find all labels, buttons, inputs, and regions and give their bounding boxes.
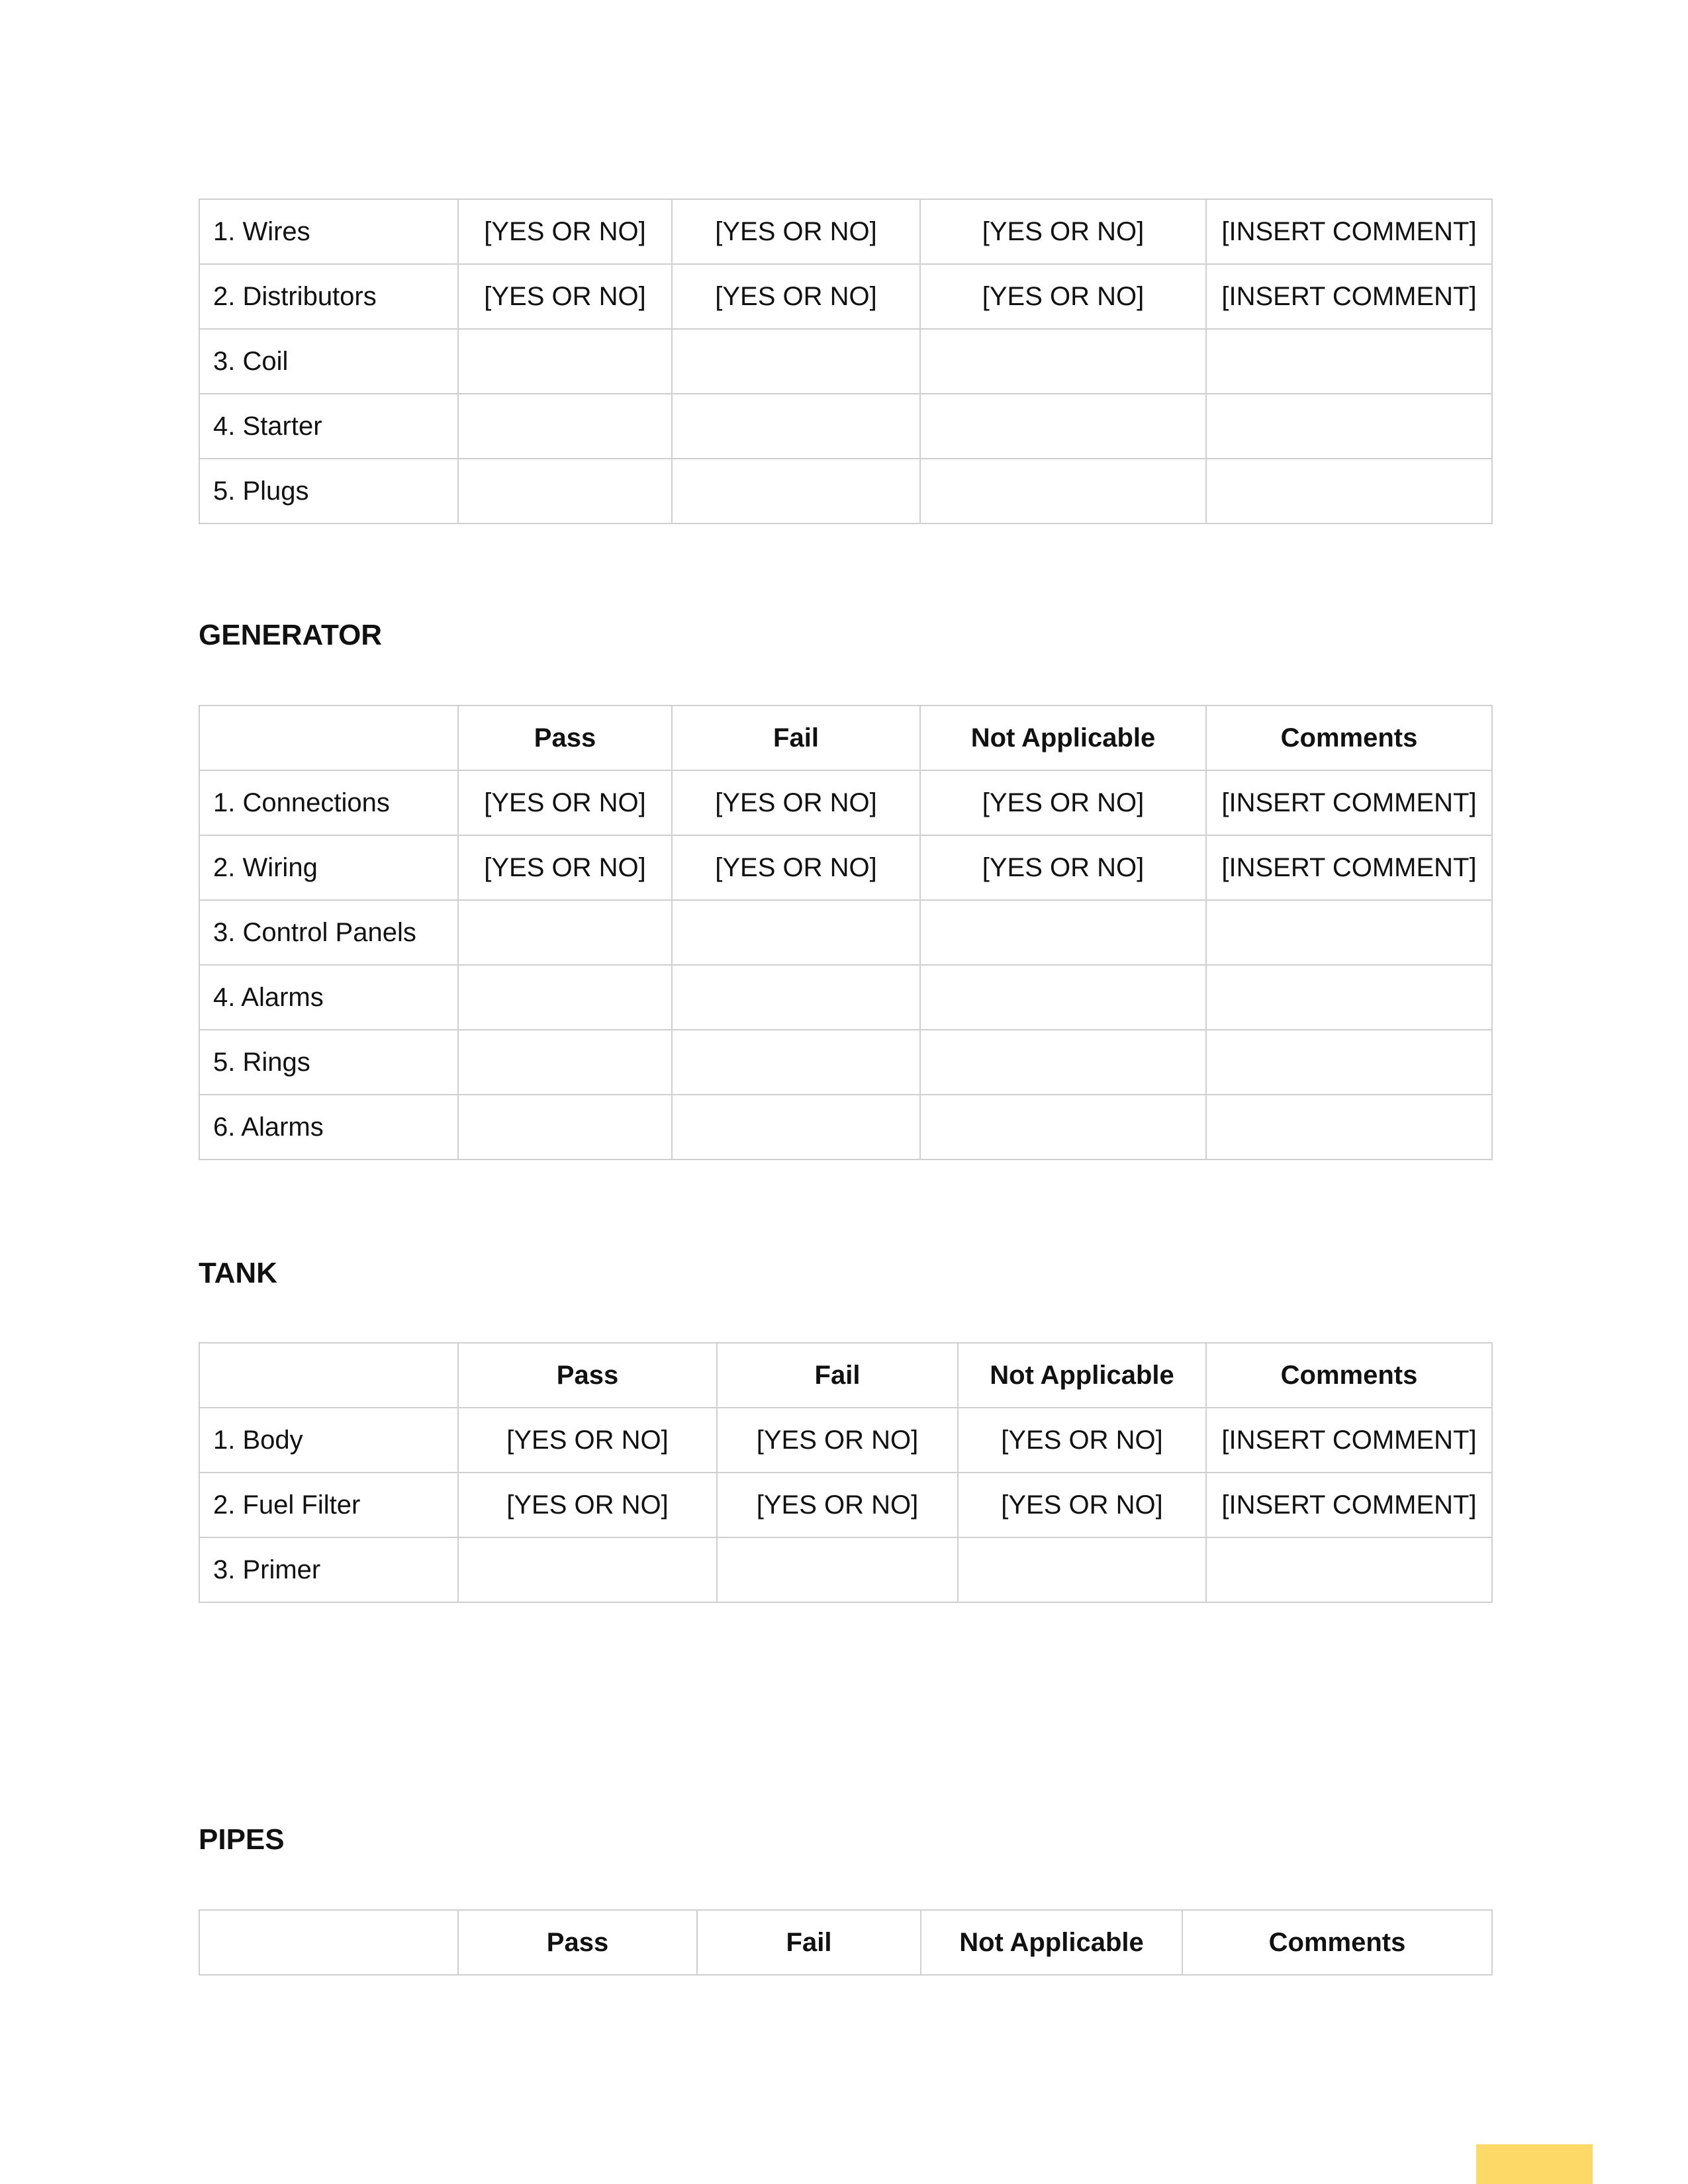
na-cell[interactable] xyxy=(920,329,1206,394)
item-name: 6. Alarms xyxy=(199,1095,458,1160)
header-pass: Pass xyxy=(458,705,672,770)
na-cell[interactable]: [YES OR NO] xyxy=(920,770,1206,835)
comment-cell[interactable]: [INSERT COMMENT] xyxy=(1206,199,1492,264)
table-row xyxy=(199,770,1492,835)
na-cell[interactable] xyxy=(920,394,1206,459)
table-header-row xyxy=(199,1910,1492,1975)
table-header-row xyxy=(199,705,1492,770)
table-row xyxy=(199,1537,1492,1602)
comment-cell[interactable] xyxy=(1206,329,1492,394)
na-cell[interactable]: [YES OR NO] xyxy=(920,835,1206,900)
header-fail: Fail xyxy=(672,705,920,770)
fail-cell[interactable] xyxy=(672,1095,920,1160)
item-name: 3. Control Panels xyxy=(199,900,458,965)
na-cell[interactable]: [YES OR NO] xyxy=(920,264,1206,329)
item-name: 1. Connections xyxy=(199,770,458,835)
item-name: 3. Coil xyxy=(199,329,458,394)
comment-cell[interactable]: [INSERT COMMENT] xyxy=(1206,835,1492,900)
fail-cell[interactable] xyxy=(672,900,920,965)
table-row xyxy=(199,264,1492,329)
header-fail: Fail xyxy=(717,1343,958,1408)
table-row xyxy=(199,329,1492,394)
section-heading-generator: GENERATOR xyxy=(199,619,383,651)
comment-cell[interactable] xyxy=(1206,1095,1492,1160)
tank-table xyxy=(199,1342,1493,1603)
fail-cell[interactable] xyxy=(672,394,920,459)
item-name: 1. Body xyxy=(199,1408,458,1473)
fail-cell[interactable]: [YES OR NO] xyxy=(717,1473,958,1537)
na-cell[interactable] xyxy=(920,1030,1206,1095)
header-na: Not Applicable xyxy=(920,705,1206,770)
na-cell[interactable]: [YES OR NO] xyxy=(920,199,1206,264)
table-row xyxy=(199,1095,1492,1160)
table-row xyxy=(199,199,1492,264)
pass-cell[interactable]: [YES OR NO] xyxy=(458,1408,717,1473)
table-row xyxy=(199,459,1492,523)
ignition-table xyxy=(199,199,1493,524)
section-heading-tank: TANK xyxy=(199,1257,277,1289)
na-cell[interactable]: [YES OR NO] xyxy=(958,1473,1206,1537)
generator-table xyxy=(199,705,1493,1160)
item-name: 4. Starter xyxy=(199,394,458,459)
comment-cell[interactable] xyxy=(1206,394,1492,459)
comment-cell[interactable] xyxy=(1206,900,1492,965)
item-name: 3. Primer xyxy=(199,1537,458,1602)
pass-cell[interactable] xyxy=(458,900,672,965)
pipes-table xyxy=(199,1909,1493,1976)
comment-cell[interactable]: [INSERT COMMENT] xyxy=(1206,1473,1492,1537)
pass-cell[interactable]: [YES OR NO] xyxy=(458,199,672,264)
item-name: 1. Wires xyxy=(199,199,458,264)
fail-cell[interactable] xyxy=(672,329,920,394)
comment-cell[interactable] xyxy=(1206,1537,1492,1602)
section-heading-pipes: PIPES xyxy=(199,1823,285,1856)
pass-cell[interactable] xyxy=(458,1030,672,1095)
header-fail: Fail xyxy=(697,1910,921,1975)
pass-cell[interactable] xyxy=(458,329,672,394)
table-row xyxy=(199,1030,1492,1095)
item-name: 5. Rings xyxy=(199,1030,458,1095)
table-row xyxy=(199,394,1492,459)
pass-cell[interactable] xyxy=(458,1095,672,1160)
fail-cell[interactable] xyxy=(672,1030,920,1095)
item-name: 2. Distributors xyxy=(199,264,458,329)
comment-cell[interactable]: [INSERT COMMENT] xyxy=(1206,1408,1492,1473)
na-cell[interactable]: [YES OR NO] xyxy=(958,1408,1206,1473)
pass-cell[interactable]: [YES OR NO] xyxy=(458,264,672,329)
pass-cell[interactable] xyxy=(458,965,672,1030)
table-header-row xyxy=(199,1343,1492,1408)
na-cell[interactable] xyxy=(920,459,1206,523)
na-cell[interactable] xyxy=(920,900,1206,965)
comment-cell[interactable]: [INSERT COMMENT] xyxy=(1206,770,1492,835)
item-name: 2. Wiring xyxy=(199,835,458,900)
header-item xyxy=(199,1910,458,1975)
table-row xyxy=(199,1473,1492,1537)
comment-cell[interactable] xyxy=(1206,965,1492,1030)
table-row xyxy=(199,900,1492,965)
fail-cell[interactable] xyxy=(717,1537,958,1602)
pass-cell[interactable]: [YES OR NO] xyxy=(458,770,672,835)
fail-cell[interactable]: [YES OR NO] xyxy=(717,1408,958,1473)
fail-cell[interactable]: [YES OR NO] xyxy=(672,199,920,264)
table-row xyxy=(199,835,1492,900)
page-corner-tab xyxy=(1476,2144,1593,2184)
header-comments: Comments xyxy=(1206,1343,1492,1408)
header-comments: Comments xyxy=(1182,1910,1492,1975)
pass-cell[interactable] xyxy=(458,459,672,523)
comment-cell[interactable]: [INSERT COMMENT] xyxy=(1206,264,1492,329)
pass-cell[interactable] xyxy=(458,394,672,459)
item-name: 4. Alarms xyxy=(199,965,458,1030)
table-row xyxy=(199,965,1492,1030)
header-pass: Pass xyxy=(458,1910,697,1975)
comment-cell[interactable] xyxy=(1206,1030,1492,1095)
pass-cell[interactable]: [YES OR NO] xyxy=(458,1473,717,1537)
header-na: Not Applicable xyxy=(958,1343,1206,1408)
fail-cell[interactable]: [YES OR NO] xyxy=(672,835,920,900)
header-na: Not Applicable xyxy=(921,1910,1182,1975)
pass-cell[interactable] xyxy=(458,1537,717,1602)
table-row xyxy=(199,1408,1492,1473)
pass-cell[interactable]: [YES OR NO] xyxy=(458,835,672,900)
na-cell[interactable] xyxy=(920,965,1206,1030)
header-pass: Pass xyxy=(458,1343,717,1408)
fail-cell[interactable]: [YES OR NO] xyxy=(672,264,920,329)
item-name: 5. Plugs xyxy=(199,459,458,523)
na-cell[interactable] xyxy=(958,1537,1206,1602)
fail-cell[interactable]: [YES OR NO] xyxy=(672,770,920,835)
header-item xyxy=(199,705,458,770)
fail-cell[interactable] xyxy=(672,459,920,523)
header-comments: Comments xyxy=(1206,705,1492,770)
header-item xyxy=(199,1343,458,1408)
fail-cell[interactable] xyxy=(672,965,920,1030)
comment-cell[interactable] xyxy=(1206,459,1492,523)
item-name: 2. Fuel Filter xyxy=(199,1473,458,1537)
na-cell[interactable] xyxy=(920,1095,1206,1160)
